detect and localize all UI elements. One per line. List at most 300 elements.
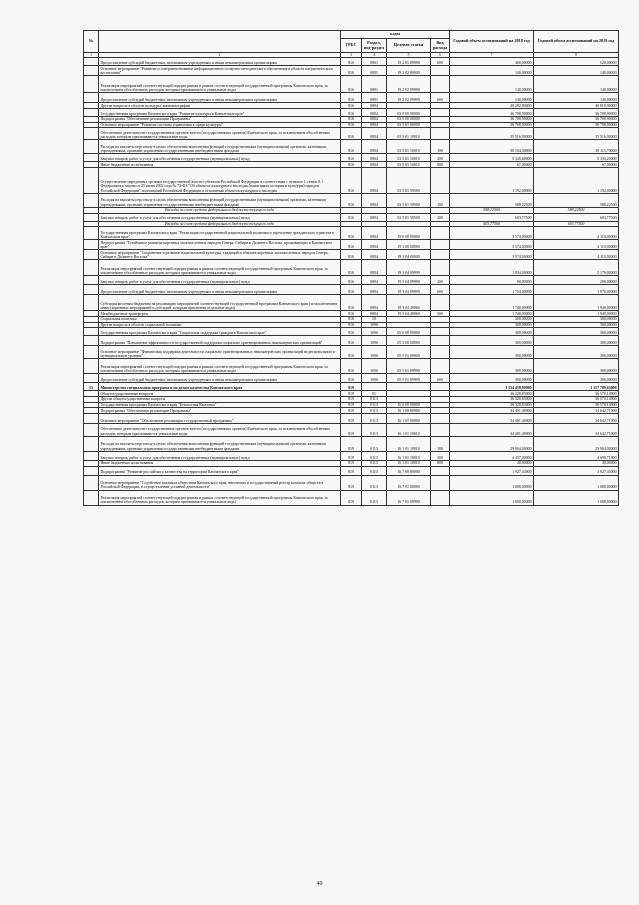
- row-amount-2019: 300,00000: [534, 336, 619, 346]
- row-target: 03 5 01 00000: [387, 122, 431, 128]
- row-razdel: 0801: [362, 76, 387, 93]
- row-amount-2018: 36 328,83000: [450, 391, 534, 397]
- index-cell: 4: [362, 53, 387, 58]
- row-name: Государственная программа Камчатского края "Реализация государственной национальной политики и укрепление гражданского единства в Камчатском крае": [99, 227, 341, 240]
- row-amount-2018: 3 574,00000: [450, 240, 534, 250]
- row-target: 16 7 01 00000: [387, 475, 431, 490]
- row-vid: [431, 414, 450, 424]
- row-vid: [431, 76, 450, 93]
- row-razdel: 1006: [362, 336, 387, 346]
- row-number: [84, 76, 99, 93]
- row-number: [84, 374, 99, 383]
- table-row: [84, 346, 619, 359]
- index-cell: 8: [534, 53, 619, 58]
- row-target: 16 1 01 10010: [387, 424, 431, 437]
- row-number: [84, 58, 99, 66]
- row-name: Расходы за счет средств федерального бюджета текущего года: [99, 221, 341, 227]
- row-number: [84, 490, 99, 505]
- row-amount-2019: 300,00000: [534, 322, 619, 328]
- row-vid: [431, 346, 450, 359]
- table-row: [84, 490, 619, 505]
- row-amount-2018: 5 345,60000: [450, 154, 534, 162]
- row-name: Межбюджетные трансферты: [99, 311, 341, 317]
- table-row: [84, 76, 619, 93]
- row-amount-2019: 67,00000: [534, 162, 619, 168]
- row-amount-2019: 140,00000: [534, 93, 619, 103]
- row-target: 16 7 01 09990: [387, 490, 431, 505]
- row-amount-2018: 460,00000: [450, 58, 534, 66]
- table-row: [84, 66, 619, 76]
- row-grbs: 816: [341, 250, 362, 260]
- row-amount-2018: 1 154 458,90000: [450, 383, 534, 391]
- row-amount-2019: 36 708,90000: [534, 109, 619, 117]
- table-row: [84, 109, 619, 117]
- row-amount-2018: 29 904,00000: [450, 437, 534, 452]
- row-target: 19 3 04 00000: [387, 250, 431, 260]
- row-number: [84, 168, 99, 194]
- row-amount-2019: 35 516,90000: [534, 128, 619, 140]
- row-grbs: 816: [341, 322, 362, 328]
- row-vid: 200: [431, 213, 450, 221]
- row-target: 19 2 02 00000: [387, 66, 431, 76]
- row-razdel: 1006: [362, 328, 387, 336]
- row-razdel: 0113: [362, 397, 387, 403]
- row-amount-2018: 300,00000: [450, 359, 534, 374]
- row-name: Предоставление субсидий бюджетным, автономным учреждениям и иным некоммерческим организациям: [99, 285, 341, 295]
- row-amount-2019: 30 115,70000: [534, 140, 619, 154]
- row-target: 19 3 04 09990: [387, 276, 431, 285]
- header-vid: Вид расхода: [431, 39, 450, 53]
- row-razdel: 0804: [362, 194, 387, 208]
- table-row: [84, 154, 619, 162]
- row-target: 05 5 01 09990: [387, 359, 431, 374]
- row-name: Субсидии местным бюджетам на реализацию мероприятий соответствующей государственной программы Камчатского края (за исключением инвестиционных мероприятий и субсидий, которым присвоены отдельные коды): [99, 295, 341, 311]
- row-target: 03 5 01 10010: [387, 162, 431, 168]
- row-amount-2019: 34 642,71900: [534, 414, 619, 424]
- row-amount-2019: 36 570,14900: [534, 391, 619, 397]
- row-amount-2018: 36 328,83000: [450, 397, 534, 403]
- row-amount-2019: 520,00000: [534, 58, 619, 66]
- row-name: Основное мероприятие "Развитие и совершенствование информационного и научно-методического обеспечения в области патриотического воспитания": [99, 66, 341, 76]
- row-grbs: 816: [341, 122, 362, 128]
- row-number: [84, 328, 99, 336]
- row-amount-2019: 36 570,14900: [534, 402, 619, 408]
- row-grbs: 816: [341, 285, 362, 295]
- row-amount-2018: 300,00000: [450, 328, 534, 336]
- row-amount-2018: 35 516,90000: [450, 128, 534, 140]
- row-grbs: 816: [341, 168, 362, 194]
- row-amount-2019: 300,00000: [534, 317, 619, 323]
- row-razdel: 10: [362, 317, 387, 323]
- row-target: 05 5 01 09990: [387, 374, 431, 383]
- row-grbs: 816: [341, 128, 362, 140]
- row-amount-2018: 36 708,90000: [450, 117, 534, 123]
- row-amount-2018: 1 834,00000: [450, 260, 534, 276]
- row-amount-2018: 1 927,43000: [450, 466, 534, 475]
- row-vid: [431, 424, 450, 437]
- row-razdel: 0113: [362, 452, 387, 461]
- row-target: 16 0 00 00000: [387, 402, 431, 408]
- row-grbs: 816: [341, 194, 362, 208]
- row-vid: [431, 260, 450, 276]
- row-target: 16 1 01 10010: [387, 437, 431, 452]
- row-grbs: 819: [341, 490, 362, 505]
- row-amount-2018: 140,00000: [450, 93, 534, 103]
- row-amount-2019: 1 940,00000: [534, 295, 619, 311]
- header-2019: Годовой объем ассигнований на 2019 год: [534, 31, 619, 53]
- row-amount-2019: 300,00000: [534, 346, 619, 359]
- row-amount-2018: 300,00000: [450, 317, 534, 323]
- row-name: Расходы на выплаты персоналу в целях обеспечения выполнения функций государственными (муниципальными) органами, казенными учреждениями, органами управления государственными внебюджетными фондами: [99, 194, 341, 208]
- row-grbs: 816: [341, 103, 362, 109]
- row-amount-2018: 140,00000: [450, 76, 534, 93]
- row-razdel: 0804: [362, 154, 387, 162]
- row-amount-2018: 36 708,90000: [450, 122, 534, 128]
- row-amount-2019: 603,77500: [534, 221, 619, 227]
- row-number: [84, 213, 99, 221]
- row-grbs: 819: [341, 383, 362, 391]
- row-amount-2019: 4 110,00000: [534, 240, 619, 250]
- row-amount-2019: 1 157 789,63000: [534, 383, 619, 391]
- row-name: Подпрограмма "Устойчивое развитие коренных малочисленных народов Севера, Сибири и Дальнего Востока, проживающих в Камчатском крае": [99, 240, 341, 250]
- table-row: [84, 227, 619, 240]
- row-grbs: 819: [341, 391, 362, 397]
- row-number: [84, 452, 99, 461]
- row-name: Другие вопросы в области социальной политики: [99, 322, 341, 328]
- row-grbs: 816: [341, 213, 362, 221]
- row-amount-2018: 140,00000: [450, 66, 534, 76]
- row-number: [84, 475, 99, 490]
- row-grbs: 816: [341, 117, 362, 123]
- row-number: [84, 466, 99, 475]
- row-amount-2018: 3 574,00000: [450, 227, 534, 240]
- row-target: 16 1 00 00000: [387, 408, 431, 414]
- row-grbs: 819: [341, 424, 362, 437]
- row-target: 05 5 01 00000: [387, 346, 431, 359]
- row-razdel: 0804: [362, 276, 387, 285]
- row-number: [84, 240, 99, 250]
- row-number: [84, 140, 99, 154]
- row-grbs: 816: [341, 93, 362, 103]
- row-target: 19 2 02 09990: [387, 93, 431, 103]
- row-name: Иные бюджетные ассигнования: [99, 162, 341, 168]
- row-vid: [431, 359, 450, 374]
- row-razdel: 0113: [362, 475, 387, 490]
- row-number: 15: [84, 383, 99, 391]
- row-name: Реализация мероприятий соответствующей подпрограммы в рамках соответствующей государственной программы Камчатского края, за исключением обособленных расходов, которым присваиваются уникальные коды: [99, 260, 341, 276]
- row-name: Расходы на выплаты персоналу в целях обеспечения выполнения функций государственными (муниципальными) органами, казенными учреждениями, органами управления государственными внебюджетными фондами: [99, 140, 341, 154]
- row-grbs: 819: [341, 437, 362, 452]
- table-row: [84, 213, 619, 221]
- row-razdel: 0804: [362, 117, 387, 123]
- row-name: Закупка товаров, работ и услуг для обеспечения государственных (муниципальных) нужд: [99, 452, 341, 461]
- row-razdel: 0804: [362, 109, 387, 117]
- row-amount-2019: 200,00000: [534, 276, 619, 285]
- row-amount-2018: 4 457,40000: [450, 452, 534, 461]
- row-razdel: 0804: [362, 295, 387, 311]
- row-grbs: 819: [341, 452, 362, 461]
- row-target: 19 2 02 09990: [387, 76, 431, 93]
- row-vid: [431, 336, 450, 346]
- row-vid: 200: [431, 154, 450, 162]
- table-row: [84, 359, 619, 374]
- row-name: Основное мероприятие "Содействие казачьим обществам Камчатского края, внесенных в государственный реестр казачьих обществ в Российской Федерации, в осуществлении уставной деятельности": [99, 475, 341, 490]
- row-amount-2019: 5 334,20000: [534, 154, 619, 162]
- row-amount-2018: 34 401,40000: [450, 414, 534, 424]
- table-row: [84, 285, 619, 295]
- row-grbs: 816: [341, 260, 362, 276]
- row-name: Подпрограмма "Обеспечение реализации Программы": [99, 408, 341, 414]
- table-row: [84, 295, 619, 311]
- row-amount-2019: 1 000,00000: [534, 490, 619, 505]
- table-row: [84, 424, 619, 437]
- row-name: Обеспечение деятельности государственных органов власти (государственных органов) Камчатского края, за исключением обособленных расходов, которым присваиваются уникальные коды: [99, 424, 341, 437]
- row-number: [84, 227, 99, 240]
- row-amount-2018: 67,00000: [450, 162, 534, 168]
- table-row: [84, 437, 619, 452]
- row-vid: [431, 240, 450, 250]
- row-vid: [431, 227, 450, 240]
- row-grbs: 816: [341, 336, 362, 346]
- row-vid: 800: [431, 162, 450, 168]
- row-target: 19 3 04 40060: [387, 311, 431, 317]
- row-grbs: 816: [341, 66, 362, 76]
- row-vid: 800: [431, 461, 450, 467]
- row-razdel: 0804: [362, 128, 387, 140]
- row-number: [84, 285, 99, 295]
- row-amount-2019: 588,22500: [534, 194, 619, 208]
- row-amount-2018: 1 000,00000: [450, 475, 534, 490]
- row-name: Расходы на выплаты персоналу в целях обеспечения выполнения функций государственными (муниципальными) органами, казенными учреждениями, органами управления государственными внебюджетными фондами: [99, 437, 341, 452]
- table-row: [84, 276, 619, 285]
- row-razdel: 0113: [362, 461, 387, 467]
- row-grbs: 816: [341, 58, 362, 66]
- row-target: 05 5 00 00000: [387, 336, 431, 346]
- row-amount-2018: 588,22500: [450, 194, 534, 208]
- row-name: Подпрограмма "Повышение эффективности государственной поддержки социально ориентированных некоммерческих организаций": [99, 336, 341, 346]
- row-name: Основное мероприятие "Финансовая поддержка деятельности социально ориентированных некоммерческих организаций на региональном и муниципальном уровнях": [99, 346, 341, 359]
- row-target: 03 5 01 10010: [387, 154, 431, 162]
- budget-table: [83, 30, 619, 506]
- row-vid: [431, 128, 450, 140]
- row-vid: [431, 490, 450, 505]
- row-vid: 100: [431, 437, 450, 452]
- row-razdel: 0804: [362, 311, 387, 317]
- table-row: [84, 194, 619, 208]
- index-cell: 6: [431, 53, 450, 58]
- row-vid: [431, 328, 450, 336]
- row-amount-2018: 300,00000: [450, 322, 534, 328]
- row-razdel: 0804: [362, 285, 387, 295]
- table-row: [84, 328, 619, 336]
- row-name: Социальная политика: [99, 317, 341, 323]
- budget-table-sheet: [83, 30, 618, 868]
- row-vid: 100: [431, 194, 450, 208]
- row-amount-2019: 1 927,43000: [534, 466, 619, 475]
- row-name: Основное мероприятие "Сохранение и развитие национальной культуры, традиций и обычаев коренных малочисленных народов Севера, Сибири и Дальнего Востока": [99, 250, 341, 260]
- row-razdel: 0113: [362, 414, 387, 424]
- row-amount-2019: 300,00000: [534, 374, 619, 383]
- row-vid: [431, 295, 450, 311]
- row-target: 03 5 01 59500: [387, 213, 431, 221]
- header-target: Целевая статья: [387, 39, 431, 53]
- table-row: [84, 140, 619, 154]
- row-razdel: 0801: [362, 93, 387, 103]
- row-grbs: 816: [341, 227, 362, 240]
- index-cell: 5: [387, 53, 431, 58]
- row-amount-2019: 36 708,90000: [534, 117, 619, 123]
- row-target: 16 1 01 10010: [387, 452, 431, 461]
- row-name: Закупка товаров, работ и услуг для обеспечения государственных (муниципальных) нужд: [99, 276, 341, 285]
- row-target: 03 5 01 59500: [387, 194, 431, 208]
- row-vid: [431, 475, 450, 490]
- row-vid: [431, 250, 450, 260]
- row-razdel: 0113: [362, 408, 387, 414]
- row-amount-2018: 3 574,00000: [450, 250, 534, 260]
- table-row: [84, 452, 619, 461]
- row-target: 16 1 01 00000: [387, 414, 431, 424]
- row-grbs: 816: [341, 346, 362, 359]
- row-name: Министерство специальных программ и по делам казачества Камчатского края: [99, 383, 341, 391]
- row-number: [84, 154, 99, 162]
- row-amount-2018: 34 401,40000: [450, 424, 534, 437]
- row-target: 03 0 00 00000: [387, 109, 431, 117]
- row-amount-2019: 300,00000: [534, 328, 619, 336]
- row-number: [84, 194, 99, 208]
- header-num: №: [84, 31, 99, 53]
- row-target: 19 0 00 00000: [387, 227, 431, 240]
- row-razdel: 0801: [362, 58, 387, 66]
- table-row: [84, 374, 619, 383]
- row-grbs: 819: [341, 414, 362, 424]
- row-amount-2019: 34 642,71900: [534, 408, 619, 414]
- table-row: [84, 128, 619, 140]
- row-target: 03 5 01 59500: [387, 168, 431, 194]
- row-number: [84, 93, 99, 103]
- row-name: Другие общегосударственные вопросы: [99, 397, 341, 403]
- row-vid: 600: [431, 374, 450, 383]
- row-razdel: 1006: [362, 374, 387, 383]
- header-2018: Годовой объем ассигнований на 2018 год: [450, 31, 534, 53]
- row-razdel: 0804: [362, 140, 387, 154]
- row-grbs: 819: [341, 475, 362, 490]
- row-vid: 100: [431, 140, 450, 154]
- row-amount-2019: 40,00000: [534, 461, 619, 467]
- row-amount-2019: 4 110,00000: [534, 227, 619, 240]
- row-vid: [431, 66, 450, 76]
- row-name: Предоставление субсидий бюджетным, автономным учреждениям и иным некоммерческим организациям: [99, 374, 341, 383]
- row-razdel: 0804: [362, 240, 387, 250]
- row-grbs: 816: [341, 359, 362, 374]
- row-amount-2019: 29 904,00000: [534, 437, 619, 452]
- table-row: [84, 168, 619, 194]
- row-amount-2018: 1 740,00000: [450, 311, 534, 317]
- row-grbs: 816: [341, 240, 362, 250]
- header-razdel: Раздел, под-раздел: [362, 39, 387, 53]
- row-grbs: 816: [341, 109, 362, 117]
- row-amount-2018: 1 000,00000: [450, 490, 534, 505]
- row-razdel: 0113: [362, 490, 387, 505]
- row-grbs: 816: [341, 328, 362, 336]
- row-amount-2019: 140,00000: [534, 66, 619, 76]
- row-razdel: 1006: [362, 322, 387, 328]
- row-target: 19 2 01 09990: [387, 58, 431, 66]
- row-grbs: 819: [341, 397, 362, 403]
- row-name: Предоставление субсидий бюджетным, автономным учреждениям и иным некоммерческим организациям: [99, 93, 341, 103]
- row-amount-2019: 34 642,71900: [534, 424, 619, 437]
- row-number: [84, 359, 99, 374]
- row-razdel: [362, 383, 387, 391]
- row-grbs: 816: [341, 276, 362, 285]
- row-name: Иные бюджетные ассигнования: [99, 461, 341, 467]
- row-vid: [431, 168, 450, 194]
- index-cell: 3: [341, 53, 362, 58]
- row-name: Другие вопросы в области культуры, кинематографии: [99, 103, 341, 109]
- row-amount-2019: 1 192,00000: [534, 168, 619, 194]
- header-grbs: ГРБС: [341, 39, 362, 53]
- row-razdel: 0801: [362, 66, 387, 76]
- row-amount-2018: 36 708,90000: [450, 109, 534, 117]
- table-row: [84, 466, 619, 475]
- table-row: [84, 475, 619, 490]
- row-amount-2019: 4 110,00000: [534, 250, 619, 260]
- row-name: Реализация мероприятий соответствующей подпрограммы в рамках соответствующей государственной программы Камчатского края, за исключением обособленных расходов, которым присваиваются уникальные коды: [99, 359, 341, 374]
- row-amount-2019: 1 000,00000: [534, 475, 619, 490]
- row-razdel: 0113: [362, 437, 387, 452]
- row-grbs: 819: [341, 461, 362, 467]
- row-grbs: 819: [341, 466, 362, 475]
- row-vid: 600: [431, 93, 450, 103]
- row-grbs: 816: [341, 374, 362, 383]
- header-name: [99, 31, 341, 53]
- row-name: Государственная программа Камчатского края "Развитие культуры в Камчатском крае": [99, 109, 341, 117]
- table-body: [84, 58, 619, 505]
- row-name: Реализация мероприятий соответствующей подпрограммы в рамках соответствующей государственной программы Камчатского края, за исключением обособленных расходов, которым присваиваются уникальные коды: [99, 490, 341, 505]
- row-amount-2018: 300,00000: [450, 346, 534, 359]
- row-razdel: 0804: [362, 213, 387, 221]
- row-vid: 500: [431, 311, 450, 317]
- row-amount-2019: 40 818,90000: [534, 103, 619, 109]
- row-razdel: 0113: [362, 466, 387, 475]
- row-amount-2019: 300,00000: [534, 359, 619, 374]
- row-number: [84, 346, 99, 359]
- row-razdel: 0113: [362, 402, 387, 408]
- row-amount-2019: 4 698,71900: [534, 452, 619, 461]
- row-number: [84, 128, 99, 140]
- row-number: [84, 295, 99, 311]
- row-vid: 200: [431, 276, 450, 285]
- row-name: Подпрограмма "Развитие российского казачества на территории Камчатского края": [99, 466, 341, 475]
- table-row: [84, 93, 619, 103]
- row-amount-2019: 36 708,90000: [534, 122, 619, 128]
- row-grbs: 816: [341, 317, 362, 323]
- row-name: Предоставление субсидий бюджетным, автономным учреждениям и иным некоммерческим организациям: [99, 58, 341, 66]
- row-number: [84, 109, 99, 117]
- row-grbs: 819: [341, 408, 362, 414]
- row-amount-2019: 603,77500: [534, 213, 619, 221]
- row-grbs: 816: [341, 140, 362, 154]
- index-cell: 7: [450, 53, 534, 58]
- row-target: 19 3 04 09990: [387, 260, 431, 276]
- row-target: 19 3 00 00000: [387, 240, 431, 250]
- row-amount-2018: 1 754,00000: [450, 285, 534, 295]
- row-name: Общегосударственные вопросы: [99, 391, 341, 397]
- row-name: Государственная программа Камчатского края "Социальная поддержка граждан в Камчатском крае": [99, 328, 341, 336]
- table-row: [84, 58, 619, 66]
- row-amount-2019: 1 970,00000: [534, 285, 619, 295]
- row-razdel: 0804: [362, 168, 387, 194]
- row-grbs: 816: [341, 295, 362, 311]
